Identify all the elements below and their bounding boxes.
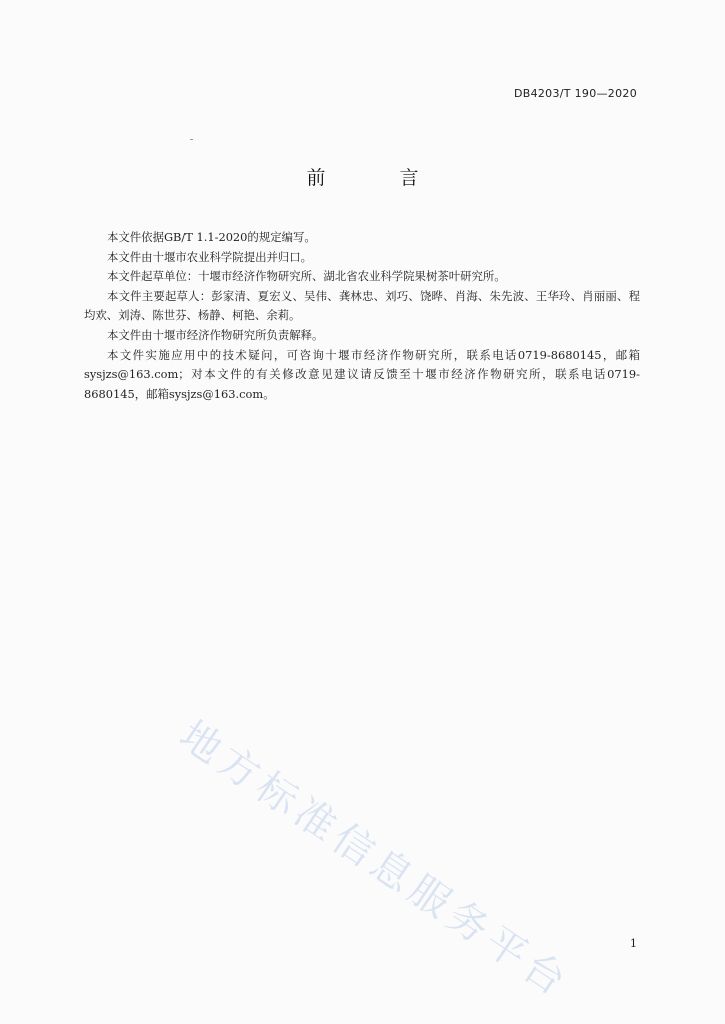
- paragraph-drafting-units: 本文件起草单位：十堰市经济作物研究所、湖北省农业科学院果树茶叶研究所。: [107, 269, 506, 284]
- paragraph-drafters: 本文件主要起草人：彭家清、夏宏义、吴伟、龚林忠、刘巧、饶晔、肖海、朱先波、王华玲、肖丽丽、程均欢、刘涛、陈世芬、杨静、柯艳、余莉。: [84, 288, 640, 323]
- page-number: 1: [630, 937, 637, 950]
- scan-speck: [190, 139, 193, 140]
- paragraph-proposer: 本文件由十堰市农业科学院提出并归口。: [107, 249, 313, 264]
- document-code: DB4203/T 190—2020: [513, 87, 637, 100]
- paragraph-contact: 本文件实施应用中的技术疑问，可咨询十堰市经济作物研究所，联系电话0719-8680145，邮箱sysjzs@163.com；对本文件的有关修改意见建议请反馈至十堰市经济作物研究所，联系电话0719-8680145，邮箱sysjzs@163.com。: [84, 347, 640, 401]
- paragraph-drafting-basis: 本文件依据GB/T 1.1-2020的规定编写。: [107, 230, 316, 244]
- watermark: 地方标准信息服务平台: [171, 712, 579, 1008]
- foreword-body: [84, 228, 640, 404]
- paragraph-interpretation: 本文件由十堰市经济作物研究所负责解释。: [107, 327, 324, 342]
- page-title: 前 言: [306, 167, 453, 189]
